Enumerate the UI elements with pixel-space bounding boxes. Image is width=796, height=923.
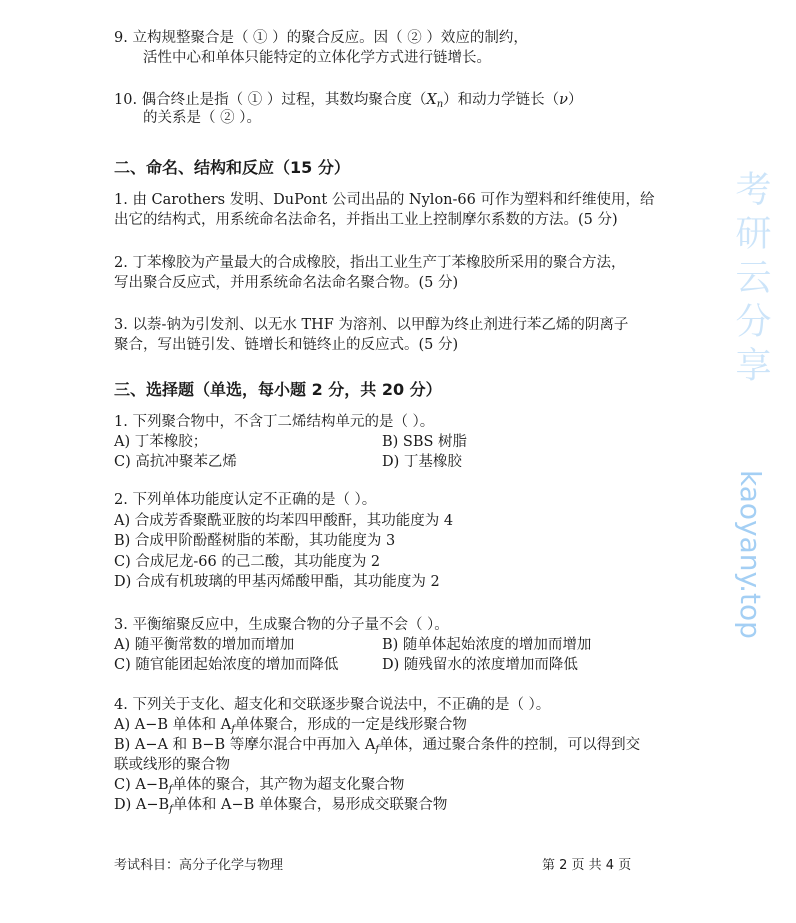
- q9-line1: 9. 立构规整聚合是（ ① ）的聚合反应。因（ ② ）效应的制约，: [114, 30, 528, 46]
- s3-q2-option-d: D) 合成有机玻璃的甲基丙烯酸甲酯，其功能度为 2: [114, 574, 440, 590]
- subscript: f: [168, 784, 173, 795]
- s3-q3-option-d: D) 随残留水的浓度增加而降低: [382, 657, 578, 673]
- watermark-chinese: 考研云分享: [730, 170, 771, 390]
- q10-text: ）: [568, 92, 583, 108]
- s3-q3-option-b: B) 随单体起始浓度的增加而增加: [382, 637, 592, 653]
- s3-q2-stem: 2. 下列单体功能度认定不正确的是（ ）。: [114, 492, 377, 508]
- s3-q4-option-b-cont: 联或线形的聚合物: [114, 757, 230, 773]
- text: 单体，通过聚合条件的控制，可以得到交: [379, 737, 641, 753]
- s3-q3-option-a: A) 随平衡常数的增加而增加: [114, 637, 295, 653]
- s3-q3-stem: 3. 平衡缩聚反应中，生成聚合物的分子量不会（ ）。: [114, 617, 449, 633]
- xn-symbol: X: [426, 92, 437, 108]
- text: A) A−B 单体和 A: [114, 717, 232, 733]
- s3-q1-option-a: A) 丁苯橡胶；: [114, 434, 208, 450]
- text: 单体的聚合，其产物为超支化聚合物: [172, 777, 405, 793]
- text: D) A−B: [114, 797, 170, 813]
- section3-heading: 三、选择题（单选，每小题 2 分，共 20 分）: [114, 380, 442, 399]
- q9-line2: 活性中心和单体只能特定的立体化学方式进行链增长。: [143, 50, 491, 66]
- footer-subject: 考试科目：高分子化学与物理: [114, 858, 284, 873]
- text: C) A−B: [114, 777, 169, 793]
- s2-q3-line2: 聚合，写出链引发、链增长和链终止的反应式。(5 分): [114, 337, 459, 353]
- watermark-url: kaoyany.top: [734, 470, 767, 639]
- s2-q2-line2: 写出聚合反应式，并用系统命名法命名聚合物。(5 分): [114, 275, 459, 291]
- xn-sub: n: [436, 99, 444, 110]
- s3-q2-option-c: C) 合成尼龙-66 的己二酸，其功能度为 2: [114, 554, 381, 570]
- s3-q1-stem: 1. 下列聚合物中，不含丁二烯结构单元的是（ ）。: [114, 414, 435, 430]
- s2-q1-line1: 1. 由 Carothers 发明、DuPont 公司出品的 Nylon-66 可作为塑料和纤维使用，给: [114, 192, 655, 208]
- q10-text: 10. 偶合终止是指（ ① ）过程，其数均聚合度（: [114, 92, 427, 108]
- s3-q1-option-b: B) SBS 树脂: [382, 434, 468, 450]
- text: 单体聚合，形成的一定是线形聚合物: [234, 717, 467, 733]
- q10-line2: 的关系是（ ② ）。: [143, 110, 261, 126]
- s3-q1-option-c: C) 高抗冲聚苯乙烯: [114, 454, 237, 470]
- nu-symbol: ν: [559, 92, 568, 108]
- text: B) A−A 和 B−B 等摩尔混合中再加入 A: [114, 737, 376, 753]
- s3-q3-option-c: C) 随官能团起始浓度的增加而降低: [114, 657, 339, 673]
- s3-q2-option-b: B) 合成甲阶酚醛树脂的苯酚，其功能度为 3: [114, 533, 396, 549]
- s3-q4-stem: 4. 下列关于支化、超支化和交联逐步聚合说法中，不正确的是（ ）。: [114, 697, 551, 713]
- subscript: f: [375, 744, 380, 755]
- q10-text: ）和动力学链长（: [443, 92, 560, 108]
- subscript: f: [169, 804, 173, 815]
- text: 单体和 A−B 单体聚合，易形成交联聚合物: [172, 797, 448, 813]
- subscript: f: [231, 724, 235, 735]
- footer-page: 第 2 页 共 4 页: [542, 858, 632, 873]
- s2-q3-line1: 3. 以萘-钠为引发剂、以无水 THF 为溶剂、以甲醇为终止剂进行苯乙烯的阴离子: [114, 317, 629, 333]
- s3-q4-option-d: [114, 795, 447, 820]
- s2-q1-line2: 出它的结构式，用系统命名法命名，并指出工业上控制摩尔系数的方法。(5 分): [114, 212, 618, 228]
- s2-q2-line1: 2. 丁苯橡胶为产量最大的合成橡胶，指出工业生产丁苯橡胶所采用的聚合方法，: [114, 255, 626, 271]
- s3-q1-option-d: D) 丁基橡胶: [382, 454, 462, 470]
- section2-heading: 二、命名、结构和反应（15 分）: [114, 158, 350, 177]
- s3-q2-option-a: A) 合成芳香聚酰亚胺的均苯四甲酸酐，其功能度为 4: [114, 513, 454, 529]
